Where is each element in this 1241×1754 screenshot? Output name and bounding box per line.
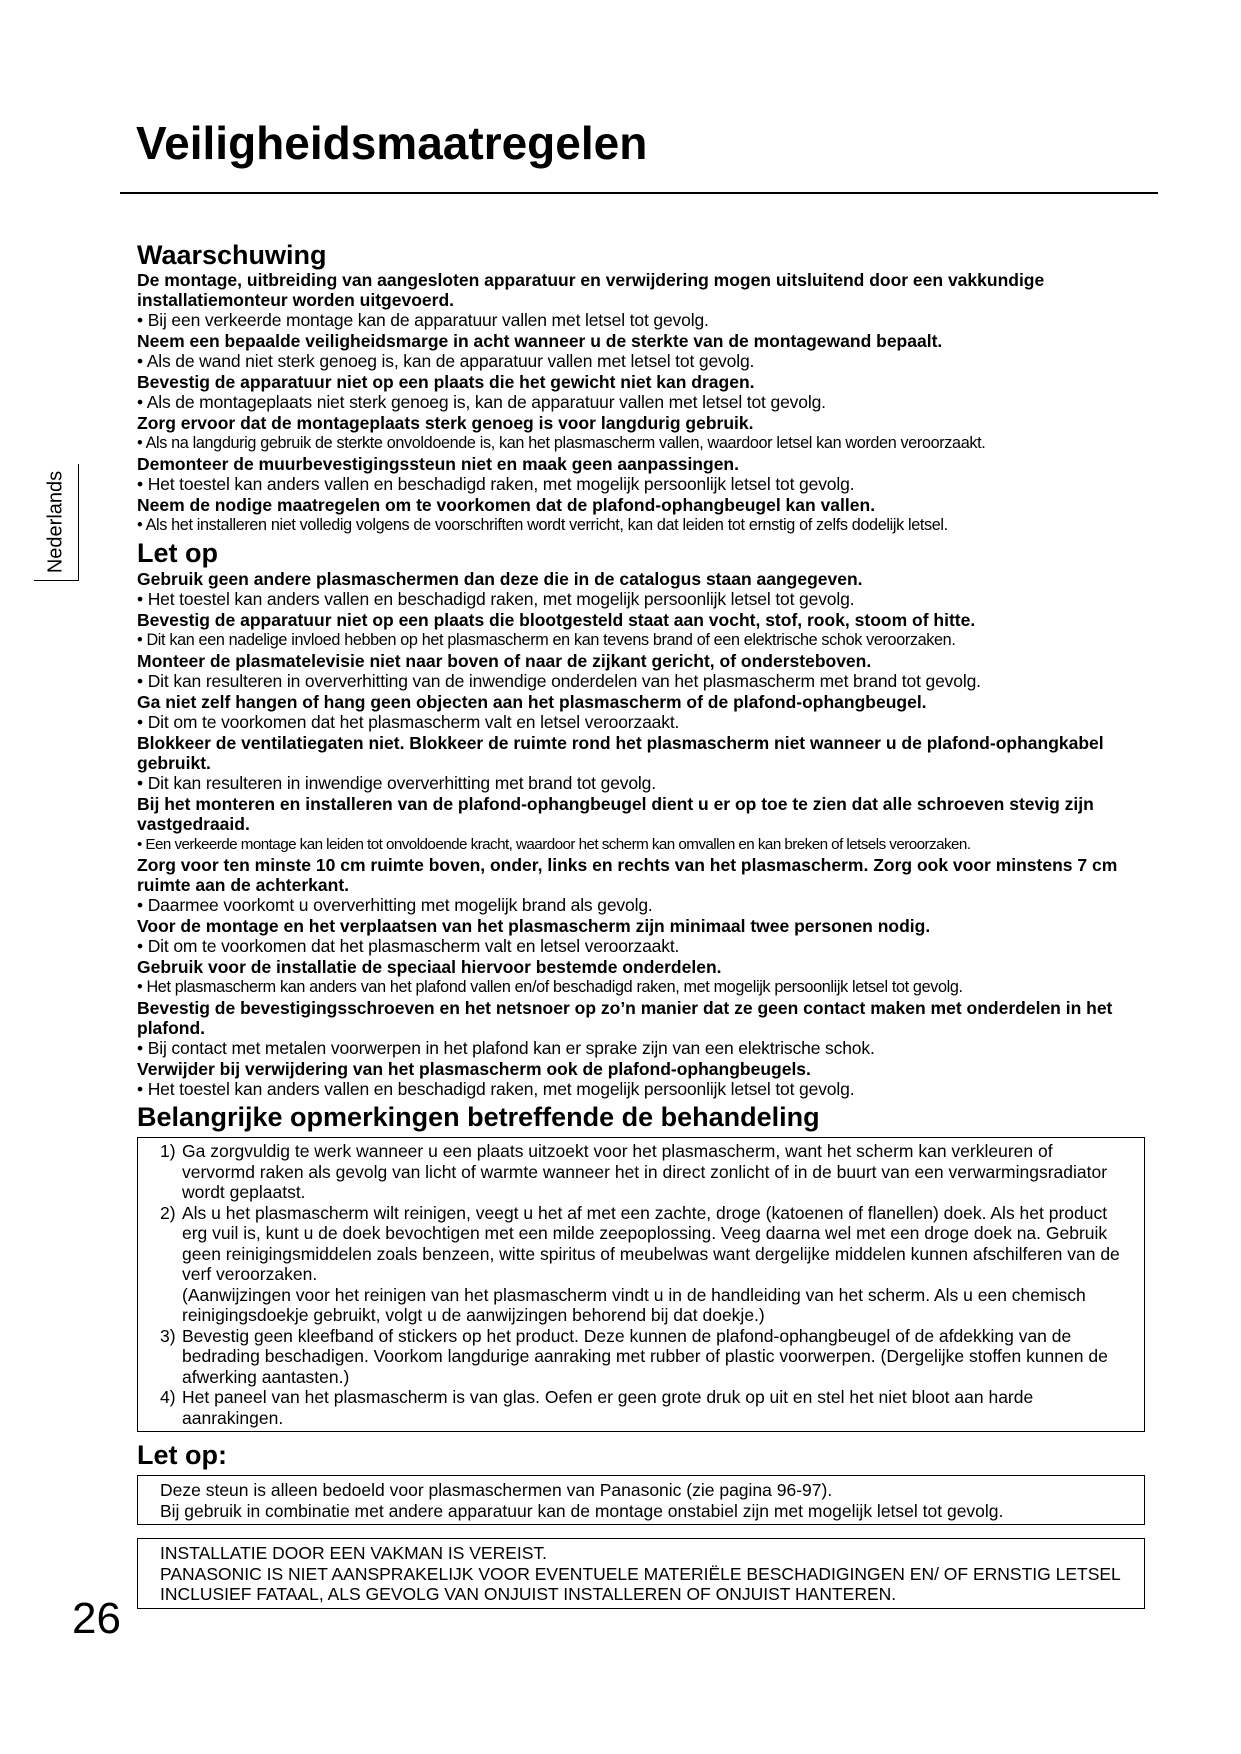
note-line: Deze steun is alleen bedoeld voor plasmaschermen van Panasonic (zie pagina 96-97). xyxy=(160,1480,833,1500)
installation-notice-box xyxy=(137,1538,1145,1609)
warning-item-head: Neem een bepaalde veiligheidsmarge in acht wanneer u de sterkte van de montagewand bepaalt. xyxy=(137,331,943,351)
caution-item-head: Gebruik voor de installatie de speciaal hiervoor bestemde onderdelen. xyxy=(137,957,722,977)
note-text: Als u het plasmascherm wilt reinigen, veegt u het af met een zachte, droge (katoenen of flanellen) doek. Als het product erg vuil is, kunt u de doek bevochtigen met een milde zeepoplossing. Veeg daarna wel met een droge doek na. Gebruik geen reinigingsmiddelen zoals benzeen, witte spiritus of meubelwas want dergelijke middelen kunnen afschilferen van de verf veroorzaken. xyxy=(182,1202,1120,1284)
note-extra-text: (Aanwijzingen voor het reinigen van het plasmascherm vindt u in de handleiding van het scherm. Als u een chemisch reinigingsdoekje gebruikt, volgt u de aanwijzingen behorend bij dat doekje.) xyxy=(182,1284,1086,1325)
caution-item-head: Ga niet zelf hangen of hang geen objecten aan het plasmascherm of de plafond-ophangbeugel. xyxy=(137,692,927,712)
language-tab-label: Nederlands xyxy=(44,470,67,574)
page-number: 26 xyxy=(72,1594,121,1643)
warning-heading: Waarschuwing xyxy=(137,240,327,270)
caution-item-body: • Het plasmascherm kan anders van het plafond vallen en/of beschadigd raken, met mogelijk persoonlijk letsel tot gevolg. xyxy=(137,978,963,996)
note-text: Bevestig geen kleefband of stickers op het product. Deze kunnen de plafond-ophangbeugel of de afdekking van de bedrading beschadigen. Voorkom langdurige aanraking met rubber of plastic voorwerpen. (Dergelijke stoffen kunnen de afwerking aantasten.) xyxy=(182,1325,1108,1387)
installation-notice-line: PANASONIC IS NIET AANSPRAKELIJK VOOR EVENTUELE MATERIËLE BESCHADIGINGEN EN/ OF ERNSTIG LETSEL INCLUSIEF FATAAL, ALS GEVOLG VAN ONJUIST INSTALLEREN OF ONJUIST HANTEREN. xyxy=(160,1563,1121,1604)
handling-note xyxy=(138,1203,1144,1326)
note-line: Bij gebruik in combinatie met andere apparatuur kan de montage onstabiel zijn met mogelijk letsel tot gevolg. xyxy=(160,1500,1004,1521)
warning-item-body: • Het toestel kan anders vallen en beschadigd raken, met mogelijk persoonlijk letsel tot gevolg. xyxy=(137,474,855,494)
warning-item-body: • Als de wand niet sterk genoeg is, kan de apparatuur vallen met letsel tot gevolg. xyxy=(137,351,755,371)
caution-item-body: • Dit kan een nadelige invloed hebben op het plasmascherm en kan tevens brand of een elektrische schok veroorzaken. xyxy=(137,631,956,649)
handling-note xyxy=(138,1141,1144,1203)
warning-item-head: Bevestig de apparatuur niet op een plaats die het gewicht niet kan dragen. xyxy=(137,372,755,392)
caution-item-head: Bevestig de bevestigingsschroeven en het netsnoer op zo’n manier dat ze geen contact maken met onderdelen in het plafond. xyxy=(137,998,1113,1038)
caution-heading: Let op xyxy=(137,538,218,568)
warning-item-head: Demonteer de muurbevestigingssteun niet en maak geen aanpassingen. xyxy=(137,454,739,474)
note-number: 1) xyxy=(160,1141,176,1161)
handling-note xyxy=(138,1387,1144,1428)
caution-item-head: Bevestig de apparatuur niet op een plaats die blootgesteld staat aan vocht, stof, rook, stoom of hitte. xyxy=(137,610,976,630)
caution-item-body: • Het toestel kan anders vallen en beschadigd raken, met mogelijk persoonlijk letsel tot gevolg. xyxy=(137,589,855,609)
caution-item-body: • Bij contact met metalen voorwerpen in het plafond kan er sprake zijn van een elektrische schok. xyxy=(137,1038,875,1058)
caution-item-body: • Een verkeerde montage kan leiden tot onvoldoende kracht, waardoor het scherm kan omvallen en kan breken of letsels veroorzaken. xyxy=(137,836,971,853)
title-divider xyxy=(120,192,1158,194)
warning-item-body: • Als de montageplaats niet sterk genoeg is, kan de apparatuur vallen met letsel tot gevolg. xyxy=(137,392,826,412)
caution-item-body: • Daarmee voorkomt u oververhitting met mogelijk brand als gevolg. xyxy=(137,895,653,915)
caution-item-head: Bij het monteren en installeren van de plafond-ophangbeugel dient u er op toe te zien dat alle schroeven stevig zijn vastgedraaid. xyxy=(137,794,1094,834)
warning-item-head: Zorg ervoor dat de montageplaats sterk genoeg is voor langdurig gebruik. xyxy=(137,413,754,433)
handling-note xyxy=(138,1326,1144,1388)
language-tab xyxy=(34,464,79,581)
note-text: Ga zorgvuldig te werk wanneer u een plaats uitzoekt voor het plasmascherm, want het scherm kan verkleuren of vervormd raken als gevolg van licht of warmte wanneer het in direct zonlicht of in de buurt van een verwarmingsradiator wordt geplaatst. xyxy=(182,1141,1108,1202)
handling-notes-box xyxy=(137,1137,1145,1432)
caution-list xyxy=(137,569,1157,1100)
installation-notice-line: INSTALLATIE DOOR EEN VAKMAN IS VEREIST. xyxy=(160,1543,548,1563)
content xyxy=(137,240,1157,1609)
handling-notes-list xyxy=(138,1141,1144,1428)
warning-item-head: De montage, uitbreiding van aangesloten apparatuur en verwijdering mogen uitsluitend door een vakkundige installatiemonteur worden uitgevoerd. xyxy=(137,270,1045,310)
warning-item-body: • Bij een verkeerde montage kan de apparatuur vallen met letsel tot gevolg. xyxy=(137,310,709,330)
note-box xyxy=(137,1475,1145,1525)
warning-item-head: Neem de nodige maatregelen om te voorkomen dat de plafond-ophangbeugel kan vallen. xyxy=(137,495,876,515)
note-number: 2) xyxy=(160,1202,176,1223)
caution-item-body: • Dit om te voorkomen dat het plasmascherm valt en letsel veroorzaakt. xyxy=(137,936,680,956)
caution-item-body: • Het toestel kan anders vallen en beschadigd raken, met mogelijk persoonlijk letsel tot gevolg. xyxy=(137,1079,855,1099)
note-number: 4) xyxy=(160,1387,176,1407)
caution-item-head: Zorg voor ten minste 10 cm ruimte boven, onder, links en rechts van het plasmascherm. Zorg ook voor minstens 7 cm ruimte aan de achterkant. xyxy=(137,855,1118,895)
note-number: 3) xyxy=(160,1325,176,1346)
warning-item-body: • Als het installeren niet volledig volgens de voorschriften wordt verricht, kan dat leiden tot ernstig of zelfs dodelijk letsel. xyxy=(137,516,948,534)
caution-item-body: • Dit kan resulteren in oververhitting van de inwendige onderdelen van het plasmascherm met brand tot gevolg. xyxy=(137,671,981,691)
handling-heading: Belangrijke opmerkingen betreffende de behandeling xyxy=(137,1102,820,1132)
caution-item-head: Verwijder bij verwijdering van het plasmascherm ook de plafond-ophangbeugels. xyxy=(137,1059,811,1079)
caution-item-head: Gebruik geen andere plasmaschermen dan deze die in de catalogus staan aangegeven. xyxy=(137,569,863,589)
page-title: Veiligheidsmaatregelen xyxy=(136,117,648,169)
note-heading: Let op: xyxy=(137,1440,227,1470)
note-text: Het paneel van het plasmascherm is van glas. Oefen er geen grote druk op uit en stel het niet bloot aan harde aanrakingen. xyxy=(182,1387,1034,1428)
caution-item-head: Blokkeer de ventilatiegaten niet. Blokkeer de ruimte rond het plasmascherm niet wanneer u de plafond-ophangkabel gebruikt. xyxy=(137,733,1104,773)
caution-item-head: Voor de montage en het verplaatsen van het plasmascherm zijn minimaal twee personen nodig. xyxy=(137,916,931,936)
caution-item-body: • Dit kan resulteren in inwendige oververhitting met brand tot gevolg. xyxy=(137,773,656,793)
caution-item-head: Monteer de plasmatelevisie niet naar boven of naar de zijkant gericht, of ondersteboven. xyxy=(137,651,872,671)
warning-item-body: • Als na langdurig gebruik de sterkte onvoldoende is, kan het plasmascherm vallen, waardoor letsel kan worden veroorzaakt. xyxy=(137,434,986,452)
warning-list xyxy=(137,270,1157,536)
caution-item-body: • Dit om te voorkomen dat het plasmascherm valt en letsel veroorzaakt. xyxy=(137,712,680,732)
